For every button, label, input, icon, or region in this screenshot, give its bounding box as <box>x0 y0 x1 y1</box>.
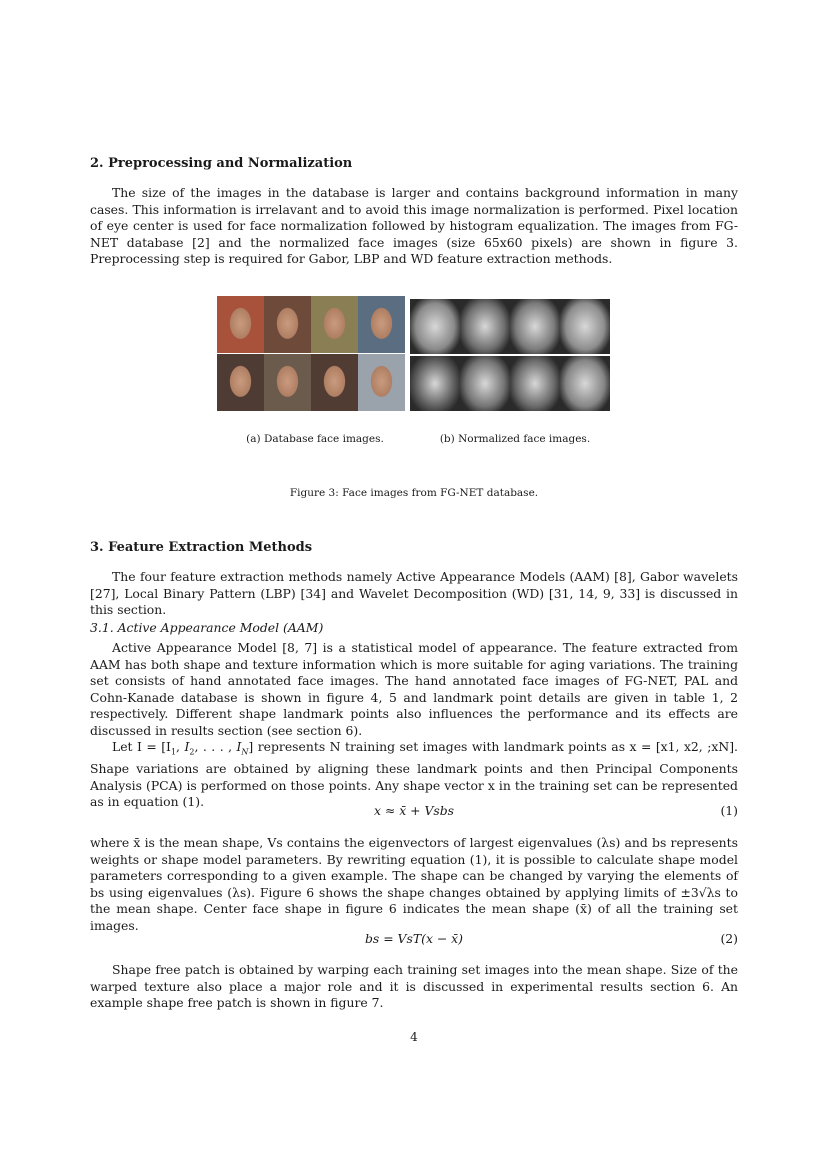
normalized-face <box>510 299 560 354</box>
face-image <box>264 296 311 353</box>
subcaption-a: (a) Database face images. <box>246 433 384 445</box>
aam-paragraph-1: Active Appearance Model [8, 7] is a statistical model of appearance. The feature extracted from AAM has both shape and texture information which is more suitable for aging variations. The training set consists of hand annotated face images. The hand annotated face images of FG-NET, PAL and Cohn-Kanade database is shown in figure 4, 5 and landmark point details are given in table 1, 2 respectively. Different shape landmark points also influences the performance and its effects are discussed in results section (see section 6). <box>90 640 738 738</box>
database-face-images <box>217 296 405 411</box>
aam-paragraph-2-lead: Let I = [I <box>112 739 171 754</box>
face-image <box>217 296 264 353</box>
subsection-3-1-heading: 3.1. Active Appearance Model (AAM) <box>90 620 324 635</box>
page-number: 4 <box>410 1030 418 1044</box>
normalized-face <box>560 356 610 411</box>
face-image <box>311 296 358 353</box>
normalized-face <box>410 299 460 354</box>
normalized-face <box>460 299 510 354</box>
aam-paragraph-3: where x̄ is the mean shape, Vs contains the eigenvectors of largest eigenvalues (λs) and bs represents weights or shape model parameters. By rewriting equation (1), it is possible to calculate shape model parameters corresponding to a given example. The shape can be changed by varying the elements of bs using eigenvalues (λs). Figure 6 shows the shape changes obtained by applying limits of ±3√λs to the mean shape. Center face shape in figure 6 indicates the mean shape (x̄) of all the training set images. <box>90 835 738 933</box>
section-3-paragraph: The four feature extraction methods namely Active Appearance Models (AAM) [8], Gabor wavelets [27], Local Binary Pattern (LBP) [34] and Wavelet Decomposition (WD) [31, 14, 9, 33] is discussed in this section. <box>90 569 738 618</box>
figure-3-caption: Figure 3: Face images from FG-NET database. <box>289 487 539 499</box>
face-image <box>358 296 405 353</box>
section-3-heading: 3. Feature Extraction Methods <box>90 540 313 555</box>
face-image <box>311 354 358 411</box>
normalized-face <box>460 356 510 411</box>
face-image <box>264 354 311 411</box>
equation-2-number: (2) <box>720 931 738 946</box>
equation-1-number: (1) <box>720 803 738 818</box>
face-image <box>217 354 264 411</box>
equation-1 <box>90 803 738 821</box>
face-image <box>358 354 405 411</box>
equation-2-body: bs = VsT(x − x̄) <box>364 931 464 946</box>
section-2-paragraph: The size of the images in the database is larger and contains background information in many cases. This information is irrelavant and to avoid this image normalization is performed. Pixel location of eye center is used for face normalization followed by histogram equalization. The images from FG-NET database [2] and the normalized face images (size 65x60 pixels) are shown in figure 3. Preprocessing step is required for Gabor, LBP and WD feature extraction methods. <box>90 185 738 267</box>
equation-2 <box>90 931 738 949</box>
normalized-face <box>510 356 560 411</box>
aam-paragraph-2-rest: represents N training set images with landmark points as x = [x1, x2, ;xN]. Shape variations are obtained by aligning these landmark points and then Principal Components Analysis (PCA) is performed on those points. Any shape vector x in the training set can be represented as in equation (1). <box>90 739 738 810</box>
equation-1-body: x ≈ x̄ + Vsbs <box>373 803 455 818</box>
subcaption-b: (b) Normalized face images. <box>439 433 591 445</box>
normalized-face <box>560 299 610 354</box>
section-2-heading: 2. Preprocessing and Normalization <box>90 156 353 171</box>
normalized-face <box>410 356 460 411</box>
aam-paragraph-4: Shape free patch is obtained by warping each training set images into the mean shape. Size of the warped texture also place a major role and it is discussed in experimental results section 6. An example shape free patch is shown in figure 7. <box>90 962 738 1011</box>
aam-paragraph-2: Let $I = [I_1$, $I_2$, . . . , $I_N$] represents N training set images with landmark points as x = [x1, x2, ;xN]. Shape variations are obtained by aligning these landmark points and then Principal Components Analysis (PCA) is performed on those points. Any shape vector x in the training set can be represented as in equation (1). <box>90 739 738 810</box>
normalized-face-images <box>410 299 610 411</box>
